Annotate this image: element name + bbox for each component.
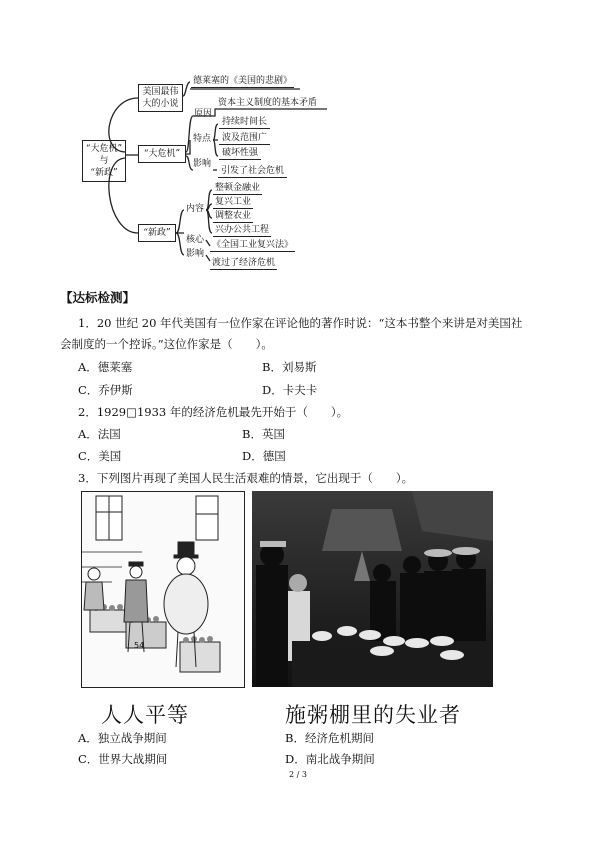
soup-kitchen-photo: [252, 491, 493, 687]
mind-map-branch-new-deal: “新政”: [138, 224, 176, 242]
cartoon-drawing: [82, 492, 245, 688]
mind-map-label-content: 内容: [186, 204, 205, 214]
cartoon-sign: 54: [134, 641, 145, 650]
mind-map-label-feature: 特点: [193, 134, 212, 144]
question-1-option-c[interactable]: C．乔伊斯: [78, 383, 133, 397]
mind-map-label-new-deal-impact: 影响: [186, 249, 205, 259]
mind-map-root: “大危机” 与 “新政”: [82, 140, 126, 182]
page-number: 2 / 3: [289, 770, 307, 779]
mind-map-label-impact: 影响: [193, 159, 212, 169]
cartoon-caption: 人人平等: [101, 703, 189, 727]
question-1-option-d[interactable]: D．卡夫卡: [262, 383, 318, 397]
mind-map-leaf-content-4: 兴办公共工程: [215, 225, 270, 235]
mind-map-label-cause: 原因: [194, 109, 213, 119]
mind-map-leaf-feature-2: 波及范围广: [219, 133, 270, 145]
mind-map-leaf-new-deal-impact: 渡过了经济危机: [212, 258, 276, 268]
question-2-option-b[interactable]: B．英国: [242, 427, 285, 441]
mind-map-leaf-content-2: 复兴工业: [215, 197, 252, 207]
mind-map-leaf-cause: 资本主义制度的基本矛盾: [218, 98, 318, 108]
question-1-stem-line-1: 1．20 世纪 20 年代美国有一位作家在评论他的著作时说：“这本书整个来讲是对美国社: [78, 316, 523, 330]
question-3-option-a[interactable]: A．独立战争期间: [78, 731, 167, 745]
mind-map-leaf-feature-1: 持续时间长: [219, 117, 270, 129]
soup-kitchen-photo-drawing: [252, 491, 493, 687]
cartoon-image: [81, 491, 245, 688]
question-1-stem-line-2: 会制度的一个控诉。”这位作家是（ ）。: [60, 337, 273, 351]
mind-map-leaf-feature-3: 破坏性强: [219, 148, 261, 160]
mind-map-leaf-core: 《全国工业复兴法》: [212, 240, 294, 250]
mind-map-label-core: 核心: [186, 235, 205, 245]
section-title: 【达标检测】: [60, 290, 136, 305]
mind-map-leaf-content-3: 调整农业: [215, 211, 252, 221]
question-1-option-a[interactable]: A．德莱塞: [78, 360, 133, 374]
question-3-option-c[interactable]: C．世界大战期间: [78, 752, 168, 766]
question-3-stem: 3．下列图片再现了美国人民生活艰难的情景，它出现于（ ）。: [78, 471, 414, 485]
mind-map-leaf-impact: 引发了社会危机: [218, 166, 287, 178]
question-2-option-c[interactable]: C．美国: [78, 449, 122, 463]
question-3-option-d[interactable]: D．南北战争期间: [285, 752, 375, 766]
question-1-option-b[interactable]: B．刘易斯: [262, 360, 317, 374]
question-3-option-b[interactable]: B．经济危机期间: [285, 731, 374, 745]
question-2-stem: 2．1929□1933 年的经济危机最先开始于（ ）。: [78, 405, 349, 419]
mind-map-branch-crisis: “大危机”: [138, 145, 186, 163]
mind-map-branch-novel: 美国最伟 大的小说: [138, 84, 183, 112]
photo-caption: 施粥棚里的失业者: [285, 703, 461, 727]
question-2-option-a[interactable]: A．法国: [78, 427, 121, 441]
question-2-option-d[interactable]: D．德国: [242, 449, 286, 463]
mind-map-leaf-content-1: 整顿金融业: [215, 183, 261, 193]
mind-map-leaf-novel: 德莱塞的《美国的悲剧》: [193, 76, 293, 86]
